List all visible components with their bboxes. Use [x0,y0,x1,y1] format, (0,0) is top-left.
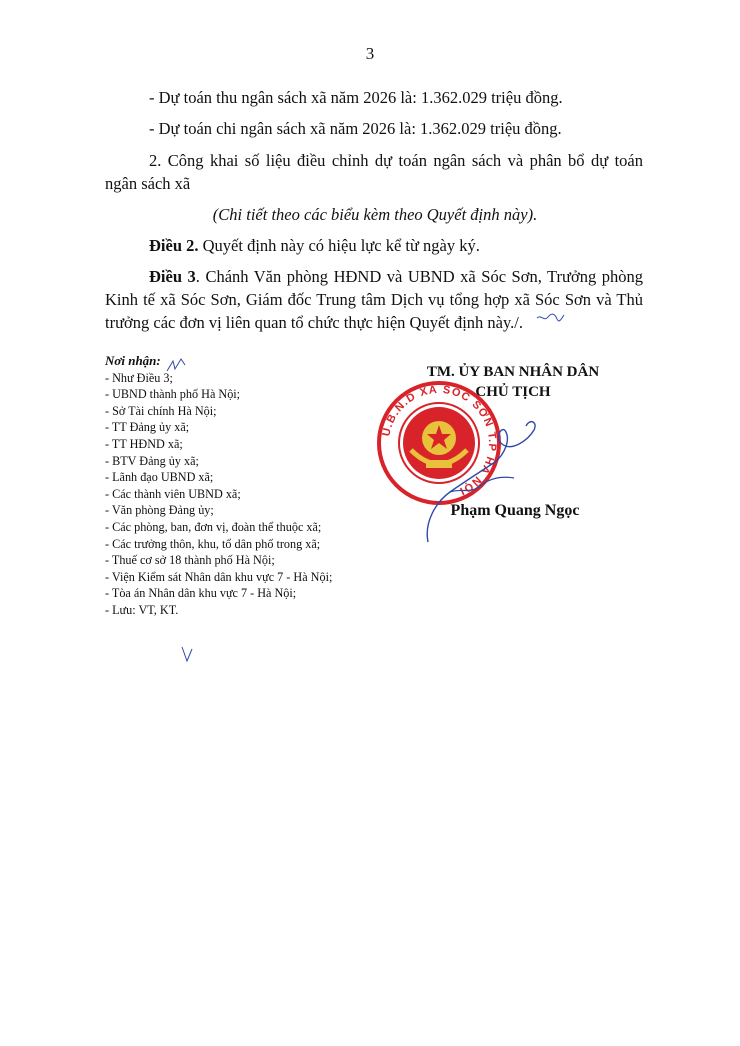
recipient-item: - TT Đảng ủy xã; [105,420,190,435]
initial-mark-icon [165,357,187,375]
item-2-paragraph: 2. Công khai số liệu điều chỉnh dự toán ngân sách và phân bổ dự toán ngân sách xã [105,151,643,193]
recipients-list [105,353,345,619]
revenue-estimate-line: - Dự toán thu ngân sách xã năm 2026 là: 1.362.029 triệu đồng. [149,88,563,107]
seal-text: U.B.N.D XÃ SÓC SƠN T.P HÀ NỘI [380,383,499,498]
recipient-item: - Như Điều 3; [105,370,173,385]
recipient-item: - Tòa án Nhân dân khu vực 7 - Hà Nội; [105,586,297,601]
recipient-item: - Sở Tài chính Hà Nội; [105,403,217,418]
initial-mark-icon [178,643,196,665]
expense-estimate-line: - Dự toán chi ngân sách xã năm 2026 là: 1.362.029 triệu đồng. [149,119,562,138]
article-2-text: Quyết định này có hiệu lực kể từ ngày ký. [198,236,480,255]
recipient-item: - Các trưởng thôn, khu, tổ dân phố trong xã; [105,536,321,551]
recipient-item: - Thuế cơ sở 18 thành phố Hà Nội; [105,553,275,568]
recipient-item: - Văn phòng Đảng ủy; [105,503,214,518]
page-number: 3 [365,44,375,63]
article-2-label: Điều 2. [149,236,199,255]
initial-mark-icon [535,310,565,324]
recipient-item: - TT HĐND xã; [105,436,183,451]
recipients-title: Nơi nhận: [105,353,161,368]
signer-name: Phạm Quang Ngọc [450,502,580,519]
signature-role-line: CHỦ TỊCH [475,384,551,400]
article-2-paragraph [105,234,643,257]
article-3-label: Điều 3 [149,267,196,286]
recipient-item: - Các phòng, ban, đơn vị, đoàn thể thuộc xã; [105,519,322,534]
recipient-item: - Các thành viên UBND xã; [105,486,241,501]
handwritten-signature-icon [410,392,580,552]
details-note: (Chi tiết theo các biểu kèm theo Quyết định này). [212,205,538,224]
recipient-item: - UBND thành phố Hà Nội; [105,387,241,402]
article-3-text: . Chánh Văn phòng HĐND và UBND xã Sóc Sơn, Trưởng phòng Kinh tế xã Sóc Sơn, Giám đốc Trung tâm Dịch vụ tổng hợp xã Sóc Sơn và Thủ trưởng các đơn vị liên quan tổ chức thực hiện Quyết định này./. [105,267,644,332]
recipient-item: - Lãnh đạo UBND xã; [105,470,214,485]
recipient-item: - BTV Đảng ủy xã; [105,453,199,468]
recipient-item: - Lưu: VT, KT. [105,602,179,617]
signature-org-line: TM. ỦY BAN NHÂN DÂN [426,364,600,380]
recipient-item: - Viện Kiểm sát Nhân dân khu vực 7 - Hà Nội; [105,569,333,584]
